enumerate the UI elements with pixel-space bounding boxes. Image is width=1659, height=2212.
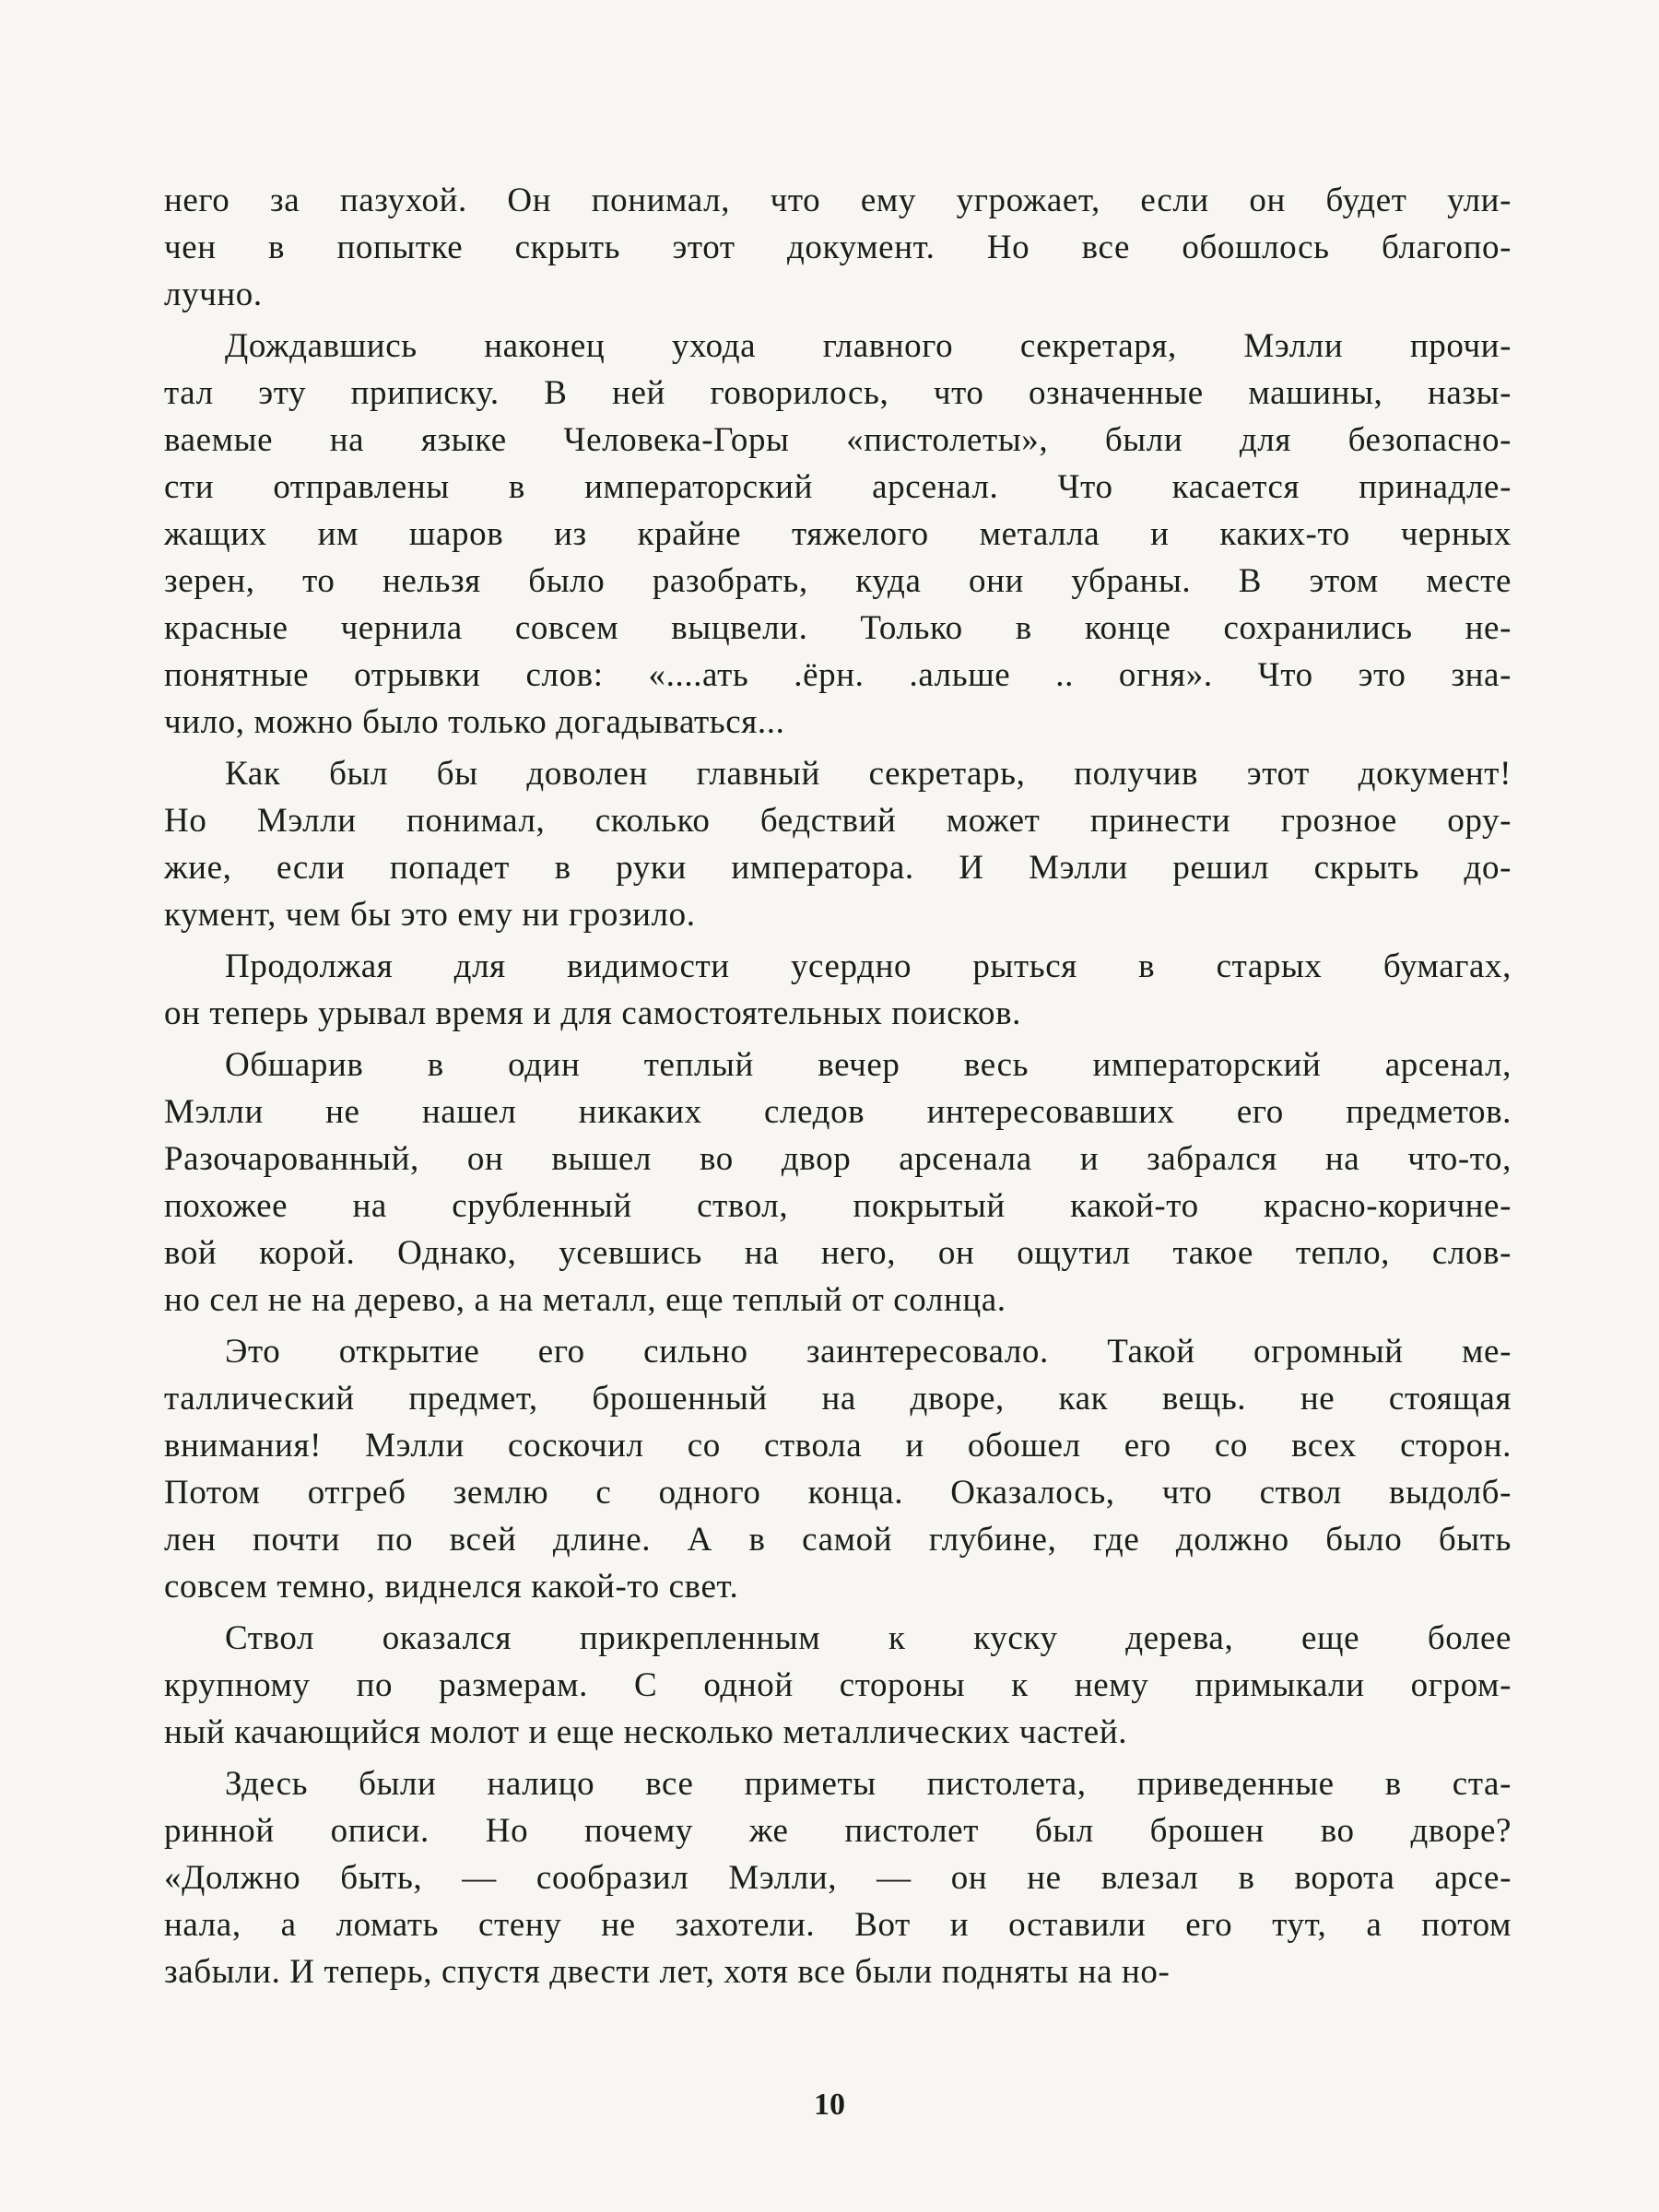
text-line: совсем темно, виднелся какой-то свет. [164,1568,739,1606]
text-line: Дождавшись наконец ухода главного секретаря, Мэлли прочи- [225,327,1512,365]
text-line: ваемые на языке Человека-Горы «пистолеты», были для безопасно- [164,421,1512,459]
text-line: Потом отгреб землю с одного конца. Оказалось, что ствол выдолб- [164,1474,1512,1512]
paragraph [164,943,1512,1037]
text-line: Это открытие его сильно заинтересовало. Такой огромный ме- [225,1333,1512,1371]
text-line: Как был бы доволен главный секретарь, получив этот документ! [225,755,1512,793]
text-line: «Должно быть, — сообразил Мэлли, — он не влезал в ворота арсе- [164,1859,1512,1897]
text-line: Здесь были налицо все приметы пистолета, приведенные в ста- [225,1765,1512,1803]
paragraph [164,1328,1512,1610]
text-line: Мэлли не нашел никаких следов интересовавших его предметов. [164,1093,1512,1131]
text-line: Ствол оказался прикрепленным к куску дерева, еще более [225,1619,1512,1657]
text-line: лен почти по всей длине. А в самой глубине, где должно было быть [164,1521,1512,1559]
text-line: него за пазухой. Он понимал, что ему угрожает, если он будет ули- [164,182,1512,219]
text-line: жие, если попадет в руки императора. И Мэлли решил скрыть до- [164,849,1512,887]
text-line: лучно. [164,276,263,313]
paragraph [164,1760,1512,1995]
text-line: Но Мэлли понимал, сколько бедствий может принести грозное ору- [164,802,1512,840]
paragraph [164,1615,1512,1756]
text-line: таллический предмет, брошенный на дворе, как вещь. не стоящая [164,1380,1512,1418]
text-line: вой корой. Однако, усевшись на него, он ощутил такое тепло, слов- [164,1234,1512,1272]
text-line: ринной описи. Но почему же пистолет был брошен во дворе? [164,1812,1512,1850]
paragraph [164,177,1512,318]
text-line: жащих им шаров из крайне тяжелого металла и каких-то черных [164,515,1512,553]
text-line: нала, а ломать стену не захотели. Вот и оставили его тут, а потом [164,1906,1512,1944]
text-line: тал эту приписку. В ней говорилось, что означенные машины, назы- [164,374,1512,412]
text-line: Продолжая для видимости усердно рыться в старых бумагах, [225,947,1512,985]
text-line: красные чернила совсем выцвели. Только в конце сохранились не- [164,609,1512,647]
paragraph [164,1041,1512,1324]
text-line: кумент, чем бы это ему ни грозило. [164,896,696,934]
text-line: Обшарив в один теплый вечер весь императорский арсенал, [225,1046,1512,1084]
text-line: чен в попытке скрыть этот документ. Но все обошлось благопо- [164,229,1512,266]
paragraph [164,750,1512,938]
text-line: но сел не на дерево, а на металл, еще теплый от солнца. [164,1281,1006,1319]
text-line: чило, можно было только догадываться... [164,703,785,741]
text-line: он теперь урывал время и для самостоятельных поисков. [164,994,1022,1032]
text-line: понятные отрывки слов: «....ать .ёрн. .альше .. огня». Что это зна- [164,656,1512,694]
text-line: забыли. И теперь, спустя двести лет, хотя все были подняты на но- [164,1953,1171,1991]
body-text [164,177,1512,1995]
page-number: 10 [814,2088,845,2122]
text-line: похожее на срубленный ствол, покрытый какой-то красно-коричне- [164,1187,1512,1225]
text-line: крупному по размерам. С одной стороны к нему примыкали огром- [164,1666,1512,1704]
text-line: ный качающийся молот и еще несколько металлических частей. [164,1713,1128,1751]
text-line: внимания! Мэлли соскочил со ствола и обошел его со всех сторон. [164,1427,1512,1465]
text-line: зерен, то нельзя было разобрать, куда они убраны. В этом месте [164,562,1512,600]
text-line: сти отправлены в императорский арсенал. Что касается принадле- [164,468,1512,506]
text-line: Разочарованный, он вышел во двор арсенала и забрался на что-то, [164,1140,1512,1178]
paragraph [164,323,1512,746]
